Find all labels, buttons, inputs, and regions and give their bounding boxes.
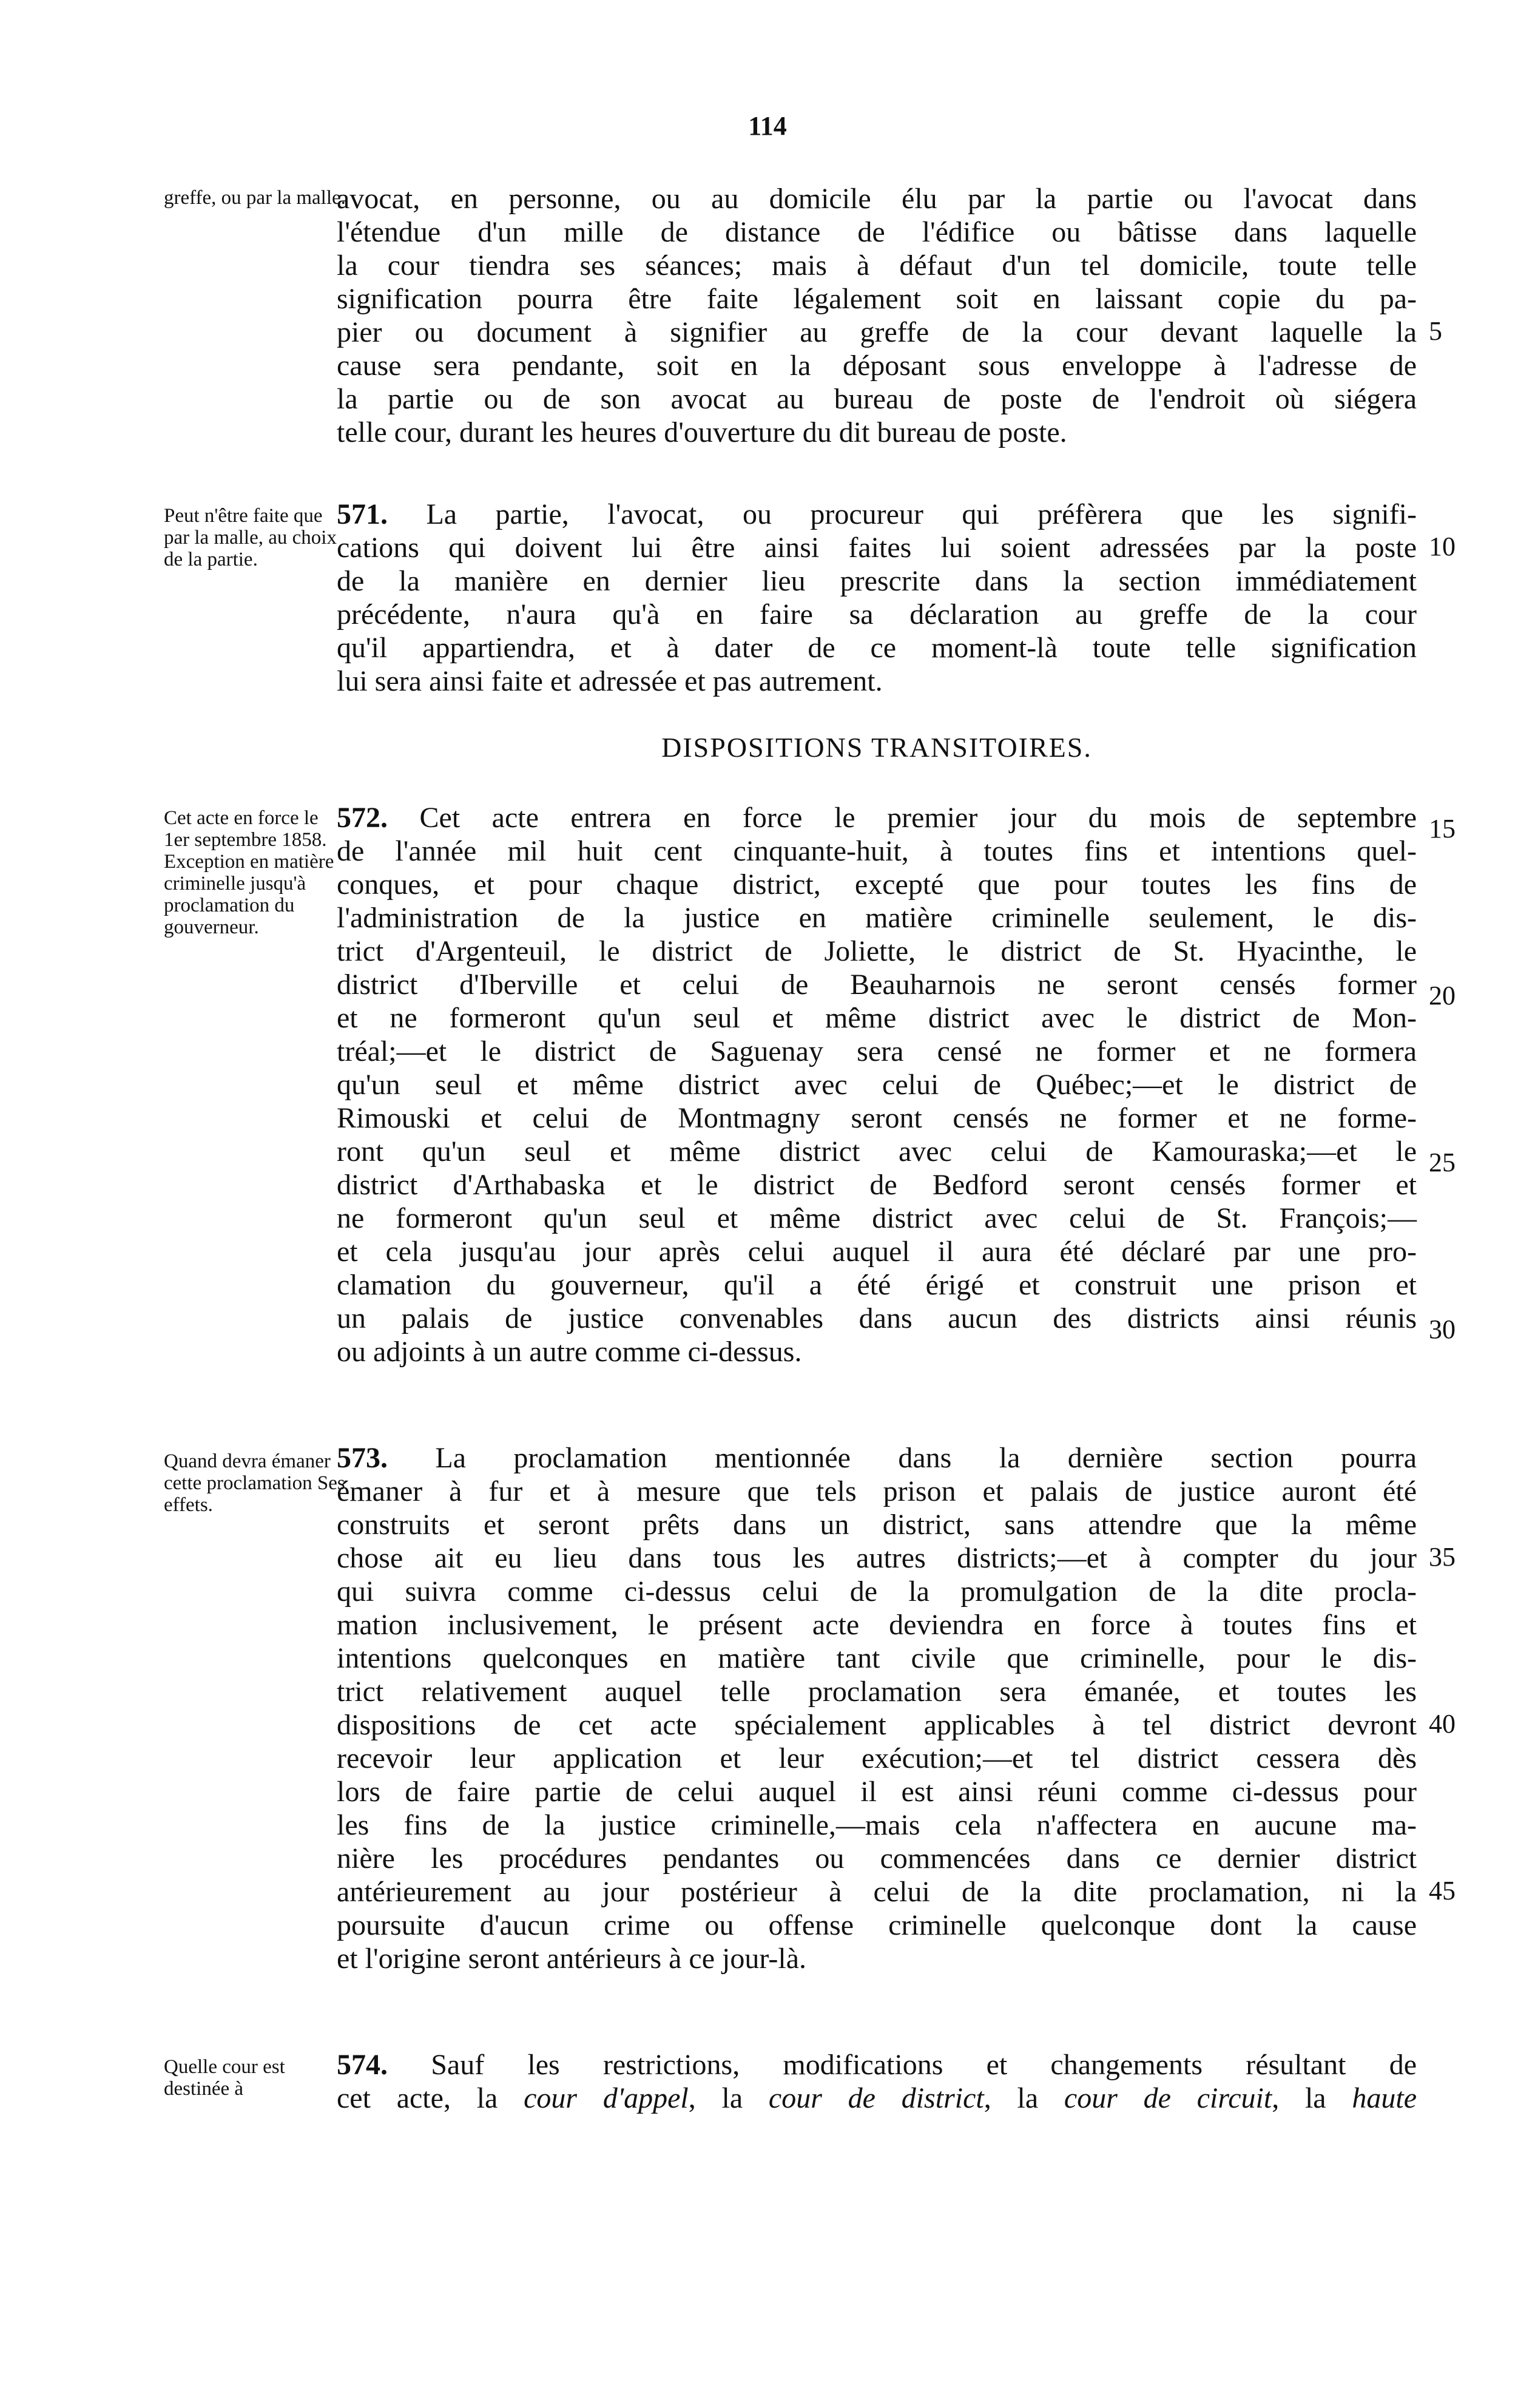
text-line: ront qu'un seul et même district avec celui de Kamouraska;—et le [337,1135,1417,1168]
text-line: qu'un seul et même district avec celui de Québec;—et le district de [337,1069,1417,1101]
text-line: avocat, en personne, ou au domicile élu par la partie ou l'avocat dans [337,183,1417,215]
text-line: intentions quelconques en matière tant civile que criminelle, pour le dis- [337,1642,1417,1674]
text-line: cations qui doivent lui être ainsi faites lui soient adressées par la poste [337,532,1417,564]
text-line: telle cour, durant les heures d'ouverture du dit bureau de poste. [337,416,1067,448]
text-line: signification pourra être faite légalement soit en laissant copie du pa- [337,283,1417,315]
section-number: 574. [337,2049,388,2081]
text-line: Sauf les restrictions, modifications et changements résultant de [431,2049,1417,2081]
text-line: qu'il appartiendra, et à dater de ce moment-là toute telle signification [337,632,1417,664]
line-number-10: 10 [1429,532,1456,561]
section-number: 572. [337,802,388,834]
line-number-20: 20 [1429,981,1456,1010]
text-line: nière les procédures pendantes ou commencées dans ce dernier district [337,1842,1417,1875]
text-line: ou adjoints à un autre comme ci-dessus. [337,1336,802,1368]
text-line: l'étendue d'un mille de distance de l'édifice ou bâtisse dans laquelle [337,216,1417,248]
margin-note-cet-acte: Cet acte en force le 1er septembre 1858. Exception en matière criminelle jusqu'à proclamation du gouverneur. [164,807,334,938]
text-line: de l'année mil huit cent cinquante-huit, à toutes fins et intentions quel- [337,835,1417,867]
text-line: district d'Iberville et celui de Beauharnois ne seront censés former [337,969,1417,1001]
text-line: chose ait eu lieu dans tous les autres districts;—et à compter du jour [337,1542,1417,1574]
text-line: de la manière en dernier lieu prescrite dans la section immédiatement [337,565,1417,597]
text-line: clamation du gouverneur, qu'il a été érigé et construit une prison et [337,1269,1417,1301]
margin-note-quelle-cour: Quelle cour est destinée à [164,2056,285,2100]
line-number-5: 5 [1429,316,1442,346]
text-line: l'administration de la justice en matière criminelle seulement, le dis- [337,902,1417,934]
section-574 [337,2048,1417,2115]
text-line: trict relativement auquel telle proclamation sera émanée, et toutes les [337,1676,1417,1708]
line-number-40: 40 [1429,1709,1456,1739]
heading-dispositions-transitoires: DISPOSITIONS TRANSITOIRES. [661,732,1092,763]
text-fragment: , la [1272,2082,1352,2114]
text-line: et cela jusqu'au jour après celui auquel il aura été déclaré par une pro- [337,1236,1417,1268]
text-line: un palais de justice convenables dans aucun des districts ainsi réunis [337,1302,1417,1334]
text-line: les fins de la justice criminelle,—mais cela n'affectera en aucune ma- [337,1809,1417,1841]
line-number-30: 30 [1429,1314,1456,1344]
text-line: cause sera pendante, soit en la déposant sous enveloppe à l'adresse de [337,350,1417,382]
text-line: district d'Arthabaska et le district de Bedford seront censés former et [337,1169,1417,1201]
text-line: lors de faire partie de celui auquel il est ainsi réuni comme ci-dessus pour [337,1776,1417,1808]
text-line: antérieurement au jour postérieur à celui de la dite proclamation, ni la [337,1876,1417,1908]
text-line: et l'origine seront antérieurs à ce jour-là. [337,1943,807,1975]
text-line: mation inclusivement, le présent acte deviendra en force à toutes fins et [337,1609,1417,1641]
text-line-mixed [337,2082,1417,2115]
margin-note-greffe: greffe, ou par la malle. [164,187,346,209]
paragraph-continuation [337,182,1417,449]
line-number-45: 45 [1429,1876,1456,1906]
text-line: recevoir leur application et leur exécution;—et tel district cessera dès [337,1742,1417,1774]
line-number-15: 15 [1429,814,1456,844]
text-fragment: , la [688,2082,769,2114]
text-line: La proclamation mentionnée dans la dernière section pourra [435,1442,1417,1474]
section-572 [337,801,1417,1368]
text-line: poursuite d'aucun crime ou offense criminelle quelconque dont la cause [337,1909,1417,1941]
text-line: Cet acte entrera en force le premier jour du mois de septembre [419,802,1417,834]
text-italic-cour-district: cour de district [768,2082,984,2114]
text-line: qui suivra comme ci-dessus celui de la promulgation de la dite procla- [337,1575,1417,1608]
text-line: précédente, n'aura qu'à en faire sa déclaration au greffe de la cour [337,598,1417,631]
text-line: conques, et pour chaque district, excepté que pour toutes les fins de [337,868,1417,901]
text-italic-cour-circuit: cour de circuit [1064,2082,1272,2114]
text-italic-cour-appel: cour d'appel [524,2082,689,2114]
text-fragment: cet acte, la [337,2082,524,2114]
section-number: 573. [337,1442,388,1474]
text-fragment: , la [983,2082,1064,2114]
section-number: 571. [337,498,388,530]
page-number: 114 [748,111,787,141]
text-italic-haute: haute [1352,2082,1417,2114]
text-line: tréal;—et le district de Saguenay sera censé ne former et ne formera [337,1035,1417,1067]
text-line: trict d'Argenteuil, le district de Joliette, le district de St. Hyacinthe, le [337,935,1417,967]
text-line: et ne formeront qu'un seul et même district avec le district de Mon- [337,1002,1417,1034]
margin-note-peut-etre: Peut n'être faite que par la malle, au choix de la partie. [164,505,337,570]
text-line: la cour tiendra ses séances; mais à défaut d'un tel domicile, toute telle [337,249,1417,282]
text-line: dispositions de cet acte spécialement applicables à tel district devront [337,1709,1417,1741]
text-line: La partie, l'avocat, ou procureur qui préfèrera que les signifi- [426,498,1417,530]
text-line: ne formeront qu'un seul et même district avec celui de St. François;— [337,1202,1417,1234]
text-line: émaner à fur et à mesure que tels prison et palais de justice auront été [337,1475,1417,1507]
text-line: la partie ou de son avocat au bureau de poste de l'endroit où siégera [337,383,1417,415]
line-number-35: 35 [1429,1542,1456,1572]
section-571 [337,498,1417,698]
text-line: lui sera ainsi faite et adressée et pas autrement. [337,665,883,697]
section-573 [337,1441,1417,1975]
line-number-25: 25 [1429,1148,1456,1177]
margin-note-quand-devra: Quand devra émaner cette proclamation Ses effets. [164,1450,345,1516]
text-line: Rimouski et celui de Montmagny seront censés ne former et ne forme- [337,1102,1417,1134]
text-line: construits et seront prêts dans un district, sans attendre que la même [337,1509,1417,1541]
text-line: pier ou document à signifier au greffe de la cour devant laquelle la [337,316,1417,348]
